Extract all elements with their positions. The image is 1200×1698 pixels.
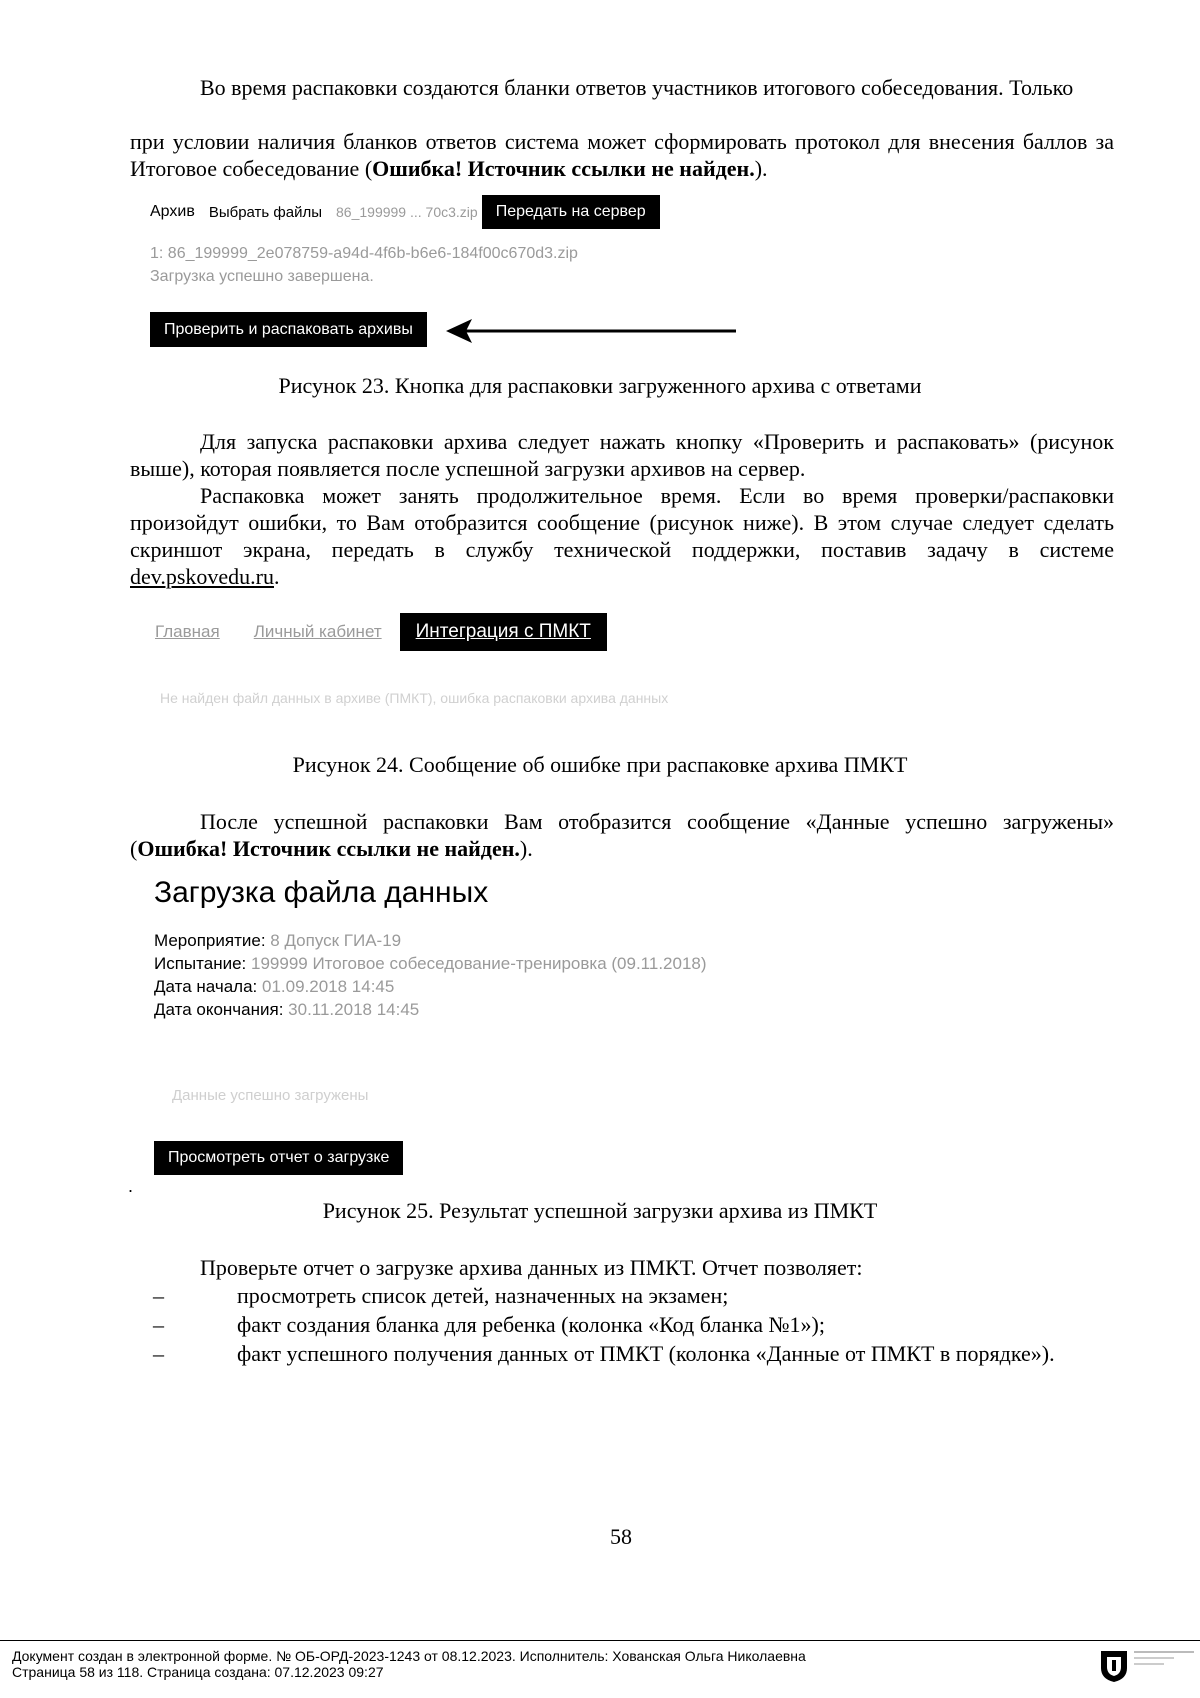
stray-dot: . xyxy=(128,1176,134,1196)
upload-status: Загрузка успешно завершена. xyxy=(150,268,374,285)
list-dash: – xyxy=(153,1341,164,1366)
paragraph-3 xyxy=(130,482,1114,590)
list-dash: – xyxy=(153,1283,164,1308)
list-item-text: факт создания бланка для ребенка (колонка «Код бланка №1»); xyxy=(237,1312,825,1337)
test-label: Испытание: xyxy=(154,954,247,973)
paragraph-4 xyxy=(130,808,1114,862)
figure-24-caption: Рисунок 24. Сообщение об ошибке при распаковке архива ПМКТ xyxy=(292,752,908,777)
support-link[interactable]: dev.pskovedu.ru xyxy=(130,564,274,589)
start-date-row xyxy=(154,977,394,997)
end-date-row xyxy=(154,1000,419,1020)
paragraph-4-text: После успешной распаковки Вам отобразится сообщение «Данные успешно загружены» ( xyxy=(130,809,1114,861)
list-dash: – xyxy=(153,1312,164,1337)
footer-rule xyxy=(0,1640,1200,1641)
paragraph-4-end: ). xyxy=(519,836,533,861)
reference-error-2: Ошибка! Источник ссылки не найден. xyxy=(137,836,520,861)
selected-file-name: 86_199999 ... 70c3.zip xyxy=(336,204,478,220)
choose-files-button[interactable]: Выбрать файлы xyxy=(208,203,323,221)
end-date-value: 30.11.2018 14:45 xyxy=(288,1000,420,1019)
paragraph-1-end: ). xyxy=(754,156,768,181)
end-date-label: Дата окончания: xyxy=(154,1000,284,1019)
archive-row xyxy=(150,196,660,228)
uploaded-file-name: 1: 86_199999_2e078759-a94d-4f6b-b6e6-184f00c670d3.zip xyxy=(150,245,578,262)
nav-personal-cabinet[interactable]: Личный кабинет xyxy=(253,622,382,641)
unpack-error-message: Не найден файл данных в архиве (ПМКТ), ошибка распаковки архива данных xyxy=(160,690,669,706)
reference-error: Ошибка! Источник ссылки не найден. xyxy=(372,156,755,181)
emblem-text xyxy=(1134,1651,1194,1665)
top-navigation xyxy=(155,613,607,651)
list-item-text: факт успешного получения данных от ПМКТ (колонка «Данные от ПМКТ в порядке»). xyxy=(237,1341,1055,1366)
coat-of-arms-icon xyxy=(1098,1648,1130,1684)
start-date-value: 01.09.2018 14:45 xyxy=(261,977,395,996)
nav-pmkt-integration[interactable]: Интеграция с ПМКТ xyxy=(400,613,607,651)
test-value: 199999 Итоговое собеседование-тренировка (09.11.2018) xyxy=(251,954,707,973)
upload-page-title: Загрузка файла данных xyxy=(154,876,489,909)
upload-to-server-button[interactable]: Передать на сервер xyxy=(482,195,660,229)
view-upload-report-button[interactable]: Просмотреть отчет о загрузке xyxy=(154,1141,403,1175)
paragraph-3-text: Распаковка может занять продолжительное время. Если во время проверки/распаковки произойдут ошибки, то Вам отобразится сообщение (рисунок ниже). В этом случае следует сделать скриншот экрана, передать в службу технической поддержки, поставив задачу в системе xyxy=(130,483,1114,562)
event-row xyxy=(154,931,401,951)
footer-line-1: Документ создан в электронной форме. № ОБ-ОРД-2023-1243 от 08.12.2023. Исполнитель: Хованская Ольга Николаевна xyxy=(12,1648,806,1664)
paragraph-2: Для запуска распаковки архива следует нажать кнопку «Проверить и распаковать» (рисунок выше), которая появляется после успешной загрузки архивов на сервер. xyxy=(130,429,1114,481)
figure-25-caption: Рисунок 25. Результат успешной загрузки архива из ПМКТ xyxy=(322,1198,878,1223)
footer-line-2: Страница 58 из 118. Страница создана: 07.12.2023 09:27 xyxy=(12,1664,384,1680)
paragraph-1-line-1: Во время распаковки создаются бланки ответов участников итогового собеседования. Только xyxy=(200,75,1074,100)
paragraph-3-end: . xyxy=(274,564,280,589)
paragraph-5: Проверьте отчет о загрузке архива данных из ПМКТ. Отчет позволяет: xyxy=(200,1255,863,1280)
list-item-text: просмотреть список детей, назначенных на экзамен; xyxy=(237,1283,729,1308)
archive-label: Архив xyxy=(150,203,195,220)
left-arrow-icon xyxy=(446,316,736,346)
upload-success-message: Данные успешно загружены xyxy=(172,1087,369,1104)
event-value: 8 Допуск ГИА-19 xyxy=(270,931,402,950)
paragraph-1-line-2 xyxy=(130,128,1114,182)
figure-23-caption: Рисунок 23. Кнопка для распаковки загруженного архива с ответами xyxy=(278,373,922,398)
test-row xyxy=(154,954,707,974)
page-number: 58 xyxy=(610,1524,632,1549)
event-label: Мероприятие: xyxy=(154,931,266,950)
start-date-label: Дата начала: xyxy=(154,977,258,996)
paragraph-1-text: при условии наличия бланков ответов система может сформировать протокол для внесения баллов за Итоговое собеседование ( xyxy=(130,129,1114,181)
unpack-archives-button[interactable]: Проверить и распаковать архивы xyxy=(150,312,427,347)
nav-home[interactable]: Главная xyxy=(155,622,220,641)
